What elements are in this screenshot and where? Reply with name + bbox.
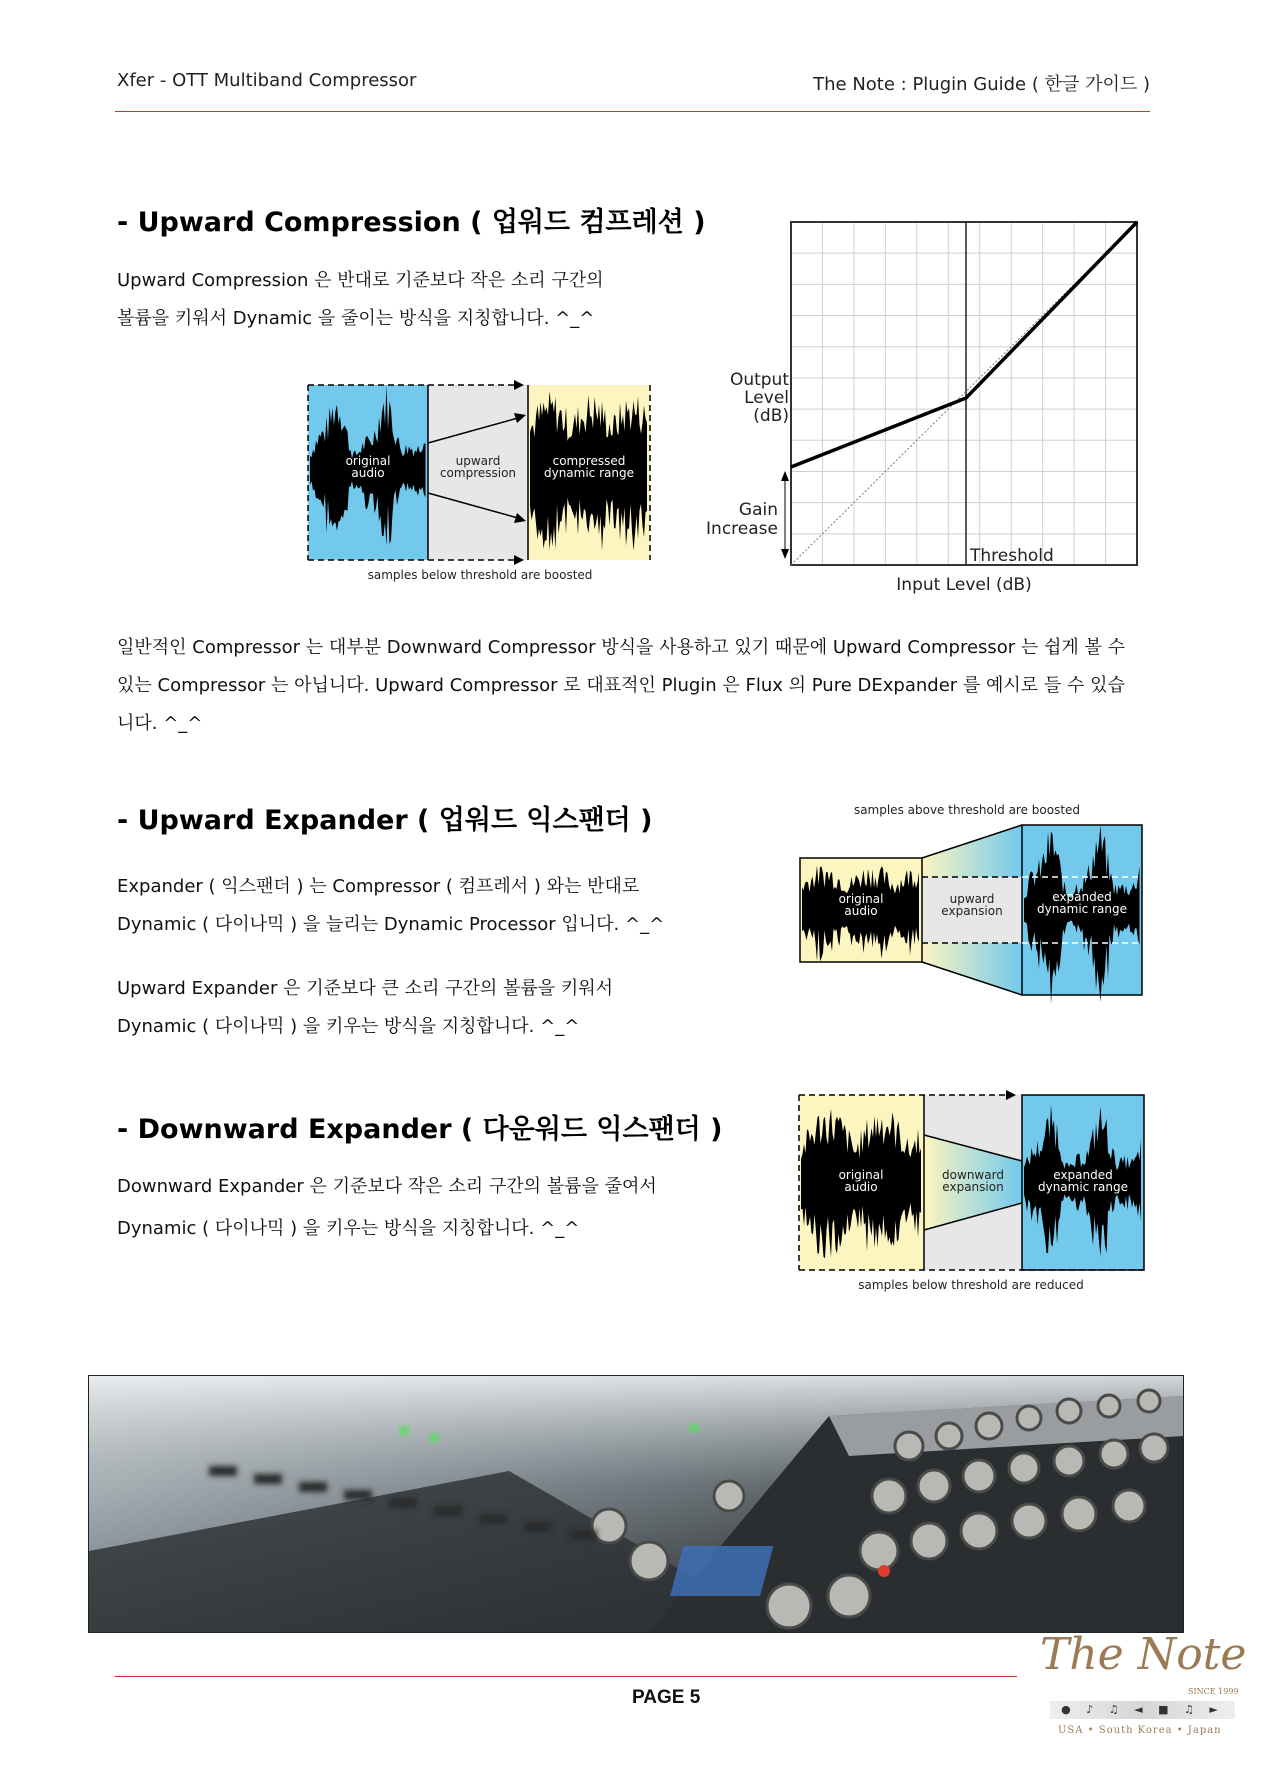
the-note-logo [1040,1625,1250,1775]
knob [911,1523,947,1559]
caption-below-boosted: samples below threshold are boosted [367,568,593,582]
transfer-curve [791,222,1137,467]
knob [714,1481,744,1511]
increase-label: Increase [706,519,778,539]
fader-cap [209,1466,237,1476]
knob [1057,1399,1081,1423]
knob [828,1575,870,1617]
knob [963,1460,995,1492]
label-expanded: expanded [1052,890,1112,904]
knob [895,1432,923,1460]
downward-expansion-diagram [790,1085,1155,1295]
knob [1054,1446,1084,1476]
section-title-upward-expander: - Upward Expander ( 업워드 익스팬더 ) [117,805,653,836]
label-original: original [838,1168,884,1182]
label-audio: audio [351,466,385,480]
fader-cap [299,1482,327,1492]
fader-cap [389,1498,417,1508]
gain-label: Gain [738,500,778,520]
knob [961,1513,997,1549]
text-line: Downward Expander 은 기준보다 작은 소리 구간의 볼륨을 줄여서 [117,1176,657,1197]
x-label-input: Input Level (dB) [896,575,1032,595]
knob [1140,1434,1168,1462]
header-doc-title: Xfer - OTT Multiband Compressor [117,70,417,91]
knob [976,1413,1002,1439]
fader-cap [254,1474,282,1484]
knob [592,1509,626,1543]
knob [1113,1490,1145,1522]
knob [767,1584,811,1628]
label-downward: downward [942,1168,1004,1182]
upward-compression-graph [680,215,1150,600]
text-line: 볼륨을 키워서 Dynamic 을 줄이는 방식을 지칭합니다. ^_^ [117,308,595,329]
logo-since: SINCE 1999 [1188,1687,1239,1696]
knob [936,1423,962,1449]
text-line: Dynamic ( 다이나믹 ) 을 키우는 방식을 지칭합니다. ^_^ [117,1016,580,1037]
label-expansion: expansion [942,1180,1004,1194]
logo-regions: USA • South Korea • Japan [1058,1725,1222,1736]
downward-expander-text [117,1168,657,1248]
label-expanded: expanded [1053,1168,1113,1182]
text-line: Upward Compression 은 반대로 기준보다 작은 소리 구간의 [117,270,604,291]
text-line: 있는 Compressor 는 아닙니다. Upward Compressor 로 대표적인 Plugin 은 Flux 의 Pure DExpander 를 예시로 들 수 있습 [117,675,1125,696]
logo-icon-bar: ● ♪ ♫ ◄ ■ ♫ ► [1050,1701,1235,1719]
upward-expander-text-1 [117,868,664,944]
label-upward: upward [455,454,501,468]
y-label-db: (dB) [753,406,789,426]
knob [872,1479,906,1513]
label-dynamic-range: dynamic range [543,466,635,480]
knob [1017,1406,1041,1430]
upward-expander-text-2 [117,970,613,1046]
knob [918,1470,950,1502]
section-title-upward-compression: - Upward Compression ( 업워드 컴프레션 ) [117,207,706,238]
text-line: Dynamic ( 다이나믹 ) 을 키우는 방식을 지칭합니다. ^_^ [117,1218,580,1239]
y-label-level: Level [744,388,789,408]
knob [630,1542,668,1580]
knob [1100,1440,1128,1468]
label-compressed: compressed [552,454,626,468]
footer-divider [115,1676,1017,1677]
fader-cap [524,1522,552,1532]
upward-expansion-diagram [795,800,1155,1005]
upward-compression-text [117,262,604,338]
knob [1012,1504,1046,1538]
label-expansion: expansion [941,904,1003,918]
caption-above-boosted: samples above threshold are boosted [853,803,1081,817]
fader-cap [434,1506,462,1516]
upward-compressor-paragraph [117,629,1157,743]
page-number: PAGE 5 [632,1687,701,1708]
label-dynamic-range: dynamic range [1036,902,1128,916]
label-audio: audio [844,904,878,918]
header-guide-title: The Note : Plugin Guide ( 한글 가이드 ) [813,74,1150,95]
label-upward: upward [949,892,995,906]
label-original: original [838,892,884,906]
knob [1138,1390,1160,1412]
mixing-console-photo [88,1375,1184,1633]
text-line: 일반적인 Compressor 는 대부분 Downward Compressor 방식을 사용하고 있기 때문에 Upward Compressor 는 쉽게 볼 수 [117,637,1126,658]
label-dynamic-range: dynamic range [1037,1180,1129,1194]
knob [860,1532,898,1570]
label-compression: compression [439,466,517,480]
logo-title: The Note [1040,1629,1247,1680]
fader-cap [569,1530,597,1540]
text-line: Upward Expander 은 기준보다 큰 소리 구간의 볼륨을 키워서 [117,978,614,999]
upward-compression-diagram [300,375,660,585]
text-line: Dynamic ( 다이나믹 ) 을 늘리는 Dynamic Processor 입니다. ^_^ [117,914,665,935]
fader-cap [344,1490,372,1500]
label-audio: audio [844,1180,878,1194]
caption-below-reduced: samples below threshold are reduced [858,1278,1084,1292]
text-line: 니다. ^_^ [117,713,203,734]
header-divider [115,111,1150,112]
label-original: original [345,454,391,468]
knob [1098,1395,1120,1417]
threshold-label: Threshold [970,546,1054,566]
text-line: Expander ( 익스팬더 ) 는 Compressor ( 컴프레서 ) 와는 반대로 [117,876,640,897]
fader-cap [479,1514,507,1524]
section-title-downward-expander: - Downward Expander ( 다운워드 익스팬더 ) [117,1114,723,1145]
y-label-output: Output [729,370,789,390]
knob [1062,1497,1096,1531]
knob [1009,1453,1039,1483]
